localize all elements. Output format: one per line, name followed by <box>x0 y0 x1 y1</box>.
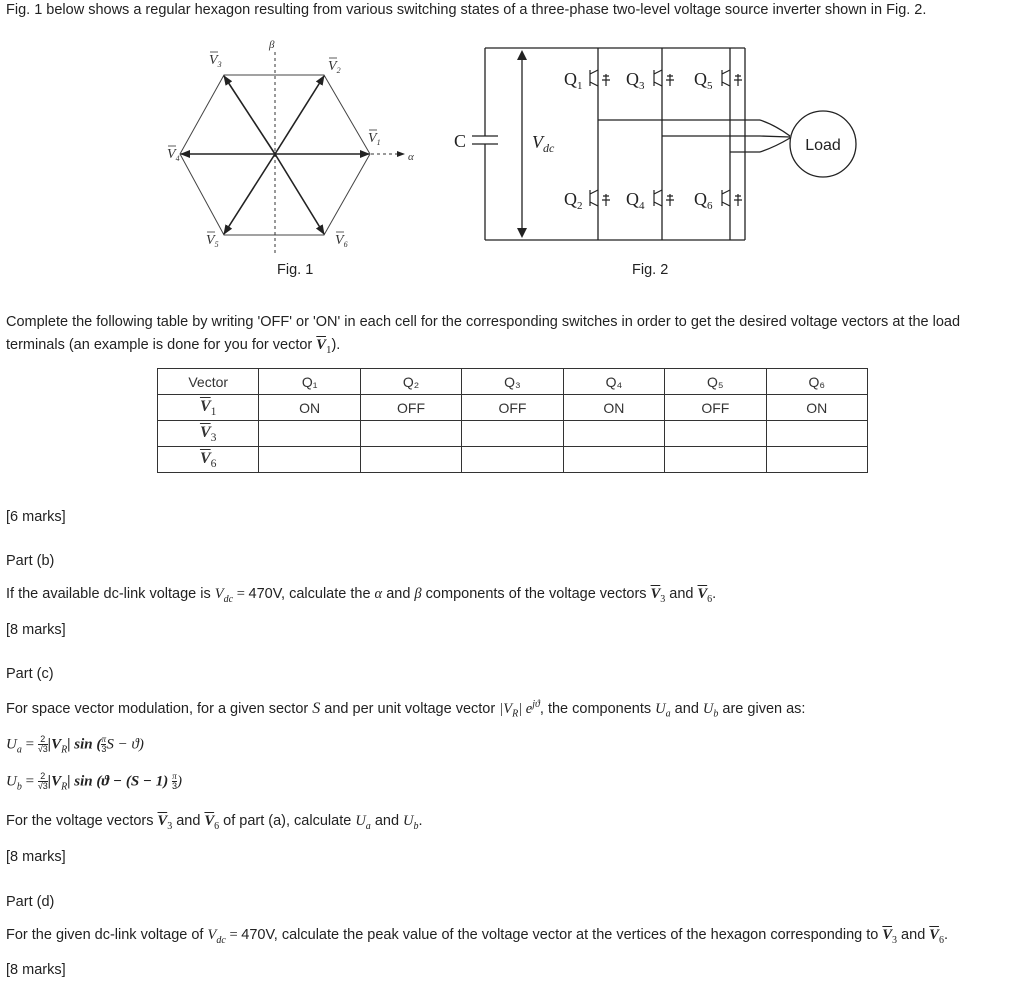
q2-label: $Q_2$ <box>564 189 583 212</box>
part-d-title: Part (d) <box>6 894 55 910</box>
switch-cell: OFF <box>360 395 461 421</box>
header-q4: Q₄ <box>563 369 664 395</box>
switch-cell: OFF <box>462 395 563 421</box>
vector-v5-arrow <box>224 154 275 234</box>
vector-v6-arrow <box>275 154 324 234</box>
vector-v3-arrow <box>224 76 275 154</box>
header-q5: Q₅ <box>665 369 766 395</box>
marks-part-d: [8 marks] <box>6 962 66 978</box>
switch-cell[interactable] <box>665 421 766 447</box>
alpha-label: α <box>408 151 414 163</box>
part-b-question: If the available dc-link voltage is $V_{dc} = 470V$, calculate the α and β components of the voltage vectors $\overline{V}_3$ and $\overline{V}_6$. <box>6 586 717 605</box>
instruction-line1: Complete the following table by writing 'OFF' or 'ON' in each cell for the corresponding switches in order to get the desired voltage vectors at the load <box>6 314 961 330</box>
switching-table <box>157 368 868 473</box>
switch-cell[interactable] <box>563 447 664 473</box>
switch-cell[interactable] <box>462 447 563 473</box>
part-b-title: Part (b) <box>6 553 55 569</box>
beta-label: β <box>269 39 275 51</box>
switch-cell[interactable] <box>360 447 461 473</box>
instruction-line2: terminals (an example is done for you for vector $\overline{V}_1$). <box>6 337 341 356</box>
fig1-hexagon-diagram <box>160 30 430 300</box>
fig2-inverter-circuit <box>440 40 860 250</box>
table-header-row <box>158 369 868 395</box>
header-q6: Q₆ <box>766 369 867 395</box>
marks-part-b: [8 marks] <box>6 622 66 638</box>
intro-text: Fig. 1 below shows a regular hexagon resulting from various switching states of a three-phase two-level voltage source inverter shown in Fig. 2. <box>6 2 927 18</box>
vector-cell: $\overline{V}_3$ <box>158 421 259 447</box>
marks-part-a: [6 marks] <box>6 509 66 525</box>
q6-label: $Q_6$ <box>694 189 713 212</box>
v3-label: $V_3$ <box>209 53 222 69</box>
q3-label: $Q_3$ <box>626 69 645 92</box>
switch-cell[interactable] <box>259 447 360 473</box>
part-c-title: Part (c) <box>6 666 54 682</box>
table-row <box>158 395 868 421</box>
table-row <box>158 447 868 473</box>
switch-cell[interactable] <box>665 447 766 473</box>
vector-cell: $\overline{V}_1$ <box>158 395 259 421</box>
q5-label: $Q_5$ <box>694 69 713 92</box>
switch-cell: ON <box>563 395 664 421</box>
header-vector: Vector <box>158 369 259 395</box>
header-q3: Q₃ <box>462 369 563 395</box>
switch-cell[interactable] <box>766 447 867 473</box>
q4-label: $Q_4$ <box>626 189 645 212</box>
part-d-question: For the given dc-link voltage of $V_{dc} = 470V$, calculate the peak value of the voltage vector at the vertices of the hexagon corresponding to $\overline{V}_3$ and $\overline{V}_6$. <box>6 927 948 946</box>
alpha-arrowhead <box>397 151 405 157</box>
marks-part-c: [8 marks] <box>6 849 66 865</box>
v1-label: $V_1$ <box>368 131 381 147</box>
fig2-caption: Fig. 2 <box>632 262 669 278</box>
switch-cell: ON <box>766 395 867 421</box>
switch-cell[interactable] <box>360 421 461 447</box>
switch-cell[interactable] <box>462 421 563 447</box>
switch-cell: ON <box>259 395 360 421</box>
fig1-caption: Fig. 1 <box>277 262 314 278</box>
equation-ub: $U_b$ = $\frac{2}{√3}$ $|V_R|$ sin (ϑ − (S − 1) $\frac{\pi}{3}$ ) <box>6 771 183 793</box>
capacitor-label: C <box>454 131 467 151</box>
switch-cell: OFF <box>665 395 766 421</box>
v4-label: $V_4$ <box>167 147 180 163</box>
part-c-intro: For space vector modulation, for a given sector S and per unit voltage vector $|V_R|$ $e^{jϑ}$, the components $U_a$ and $U_b$ are given as: <box>6 699 806 720</box>
vdc-label: $V_{dc}$ <box>532 132 555 155</box>
v5-label: $V_5$ <box>206 233 219 249</box>
v6-label: $V_6$ <box>335 233 348 249</box>
header-q1: Q₁ <box>259 369 360 395</box>
load-label: Load <box>805 137 841 154</box>
part-c-question: For the voltage vectors $\overline{V}_3$ and $\overline{V}_6$ of part (a), calculate $U_a$ and $U_b$. <box>6 813 423 832</box>
vector-v2-arrow <box>275 76 324 154</box>
vector-cell: $\overline{V}_6$ <box>158 447 259 473</box>
equation-ua: $U_a$ = $\frac{2}{√3}$ $|V_R|$ sin ( $\frac{\pi}{3}$ S − ϑ) <box>6 734 144 756</box>
table-row <box>158 421 868 447</box>
switch-cell[interactable] <box>766 421 867 447</box>
header-q2: Q₂ <box>360 369 461 395</box>
v2-label: $V_2$ <box>328 59 341 75</box>
switch-cell[interactable] <box>563 421 664 447</box>
q1-label: $Q_1$ <box>564 69 583 92</box>
switch-cell[interactable] <box>259 421 360 447</box>
